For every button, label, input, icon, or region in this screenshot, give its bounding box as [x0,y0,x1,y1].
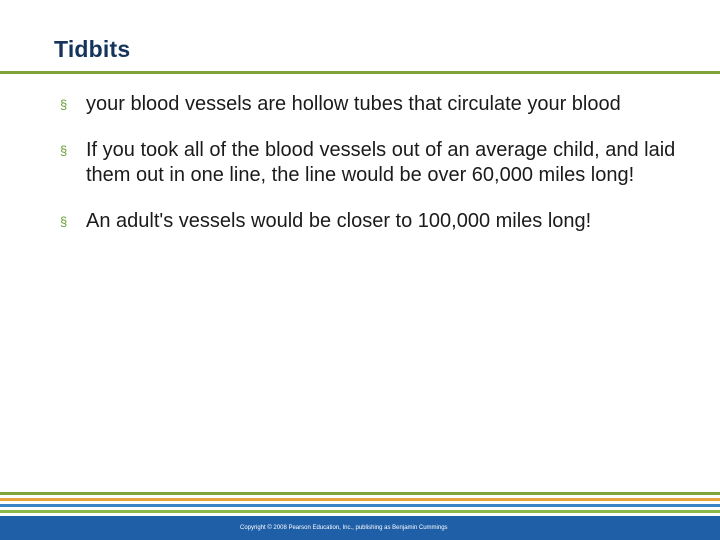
bullet-marker-icon: § [60,214,68,229]
title-divider [0,71,720,74]
bullet-item [60,138,680,188]
footer-stripes [0,492,720,513]
bullet-marker-icon: § [60,97,68,112]
bullet-text: your blood vessels are hollow tubes that circulate your blood [86,93,621,115]
bullet-text: An adult's vessels would be closer to 100,000 miles long! [86,210,592,232]
bullet-list [60,92,680,255]
footer-copyright: Copyright © 2008 Pearson Education, Inc., publishing as Benjamin Cummings [240,525,448,531]
bullet-item [60,209,680,234]
bullet-item [60,92,680,117]
slide-title: Tidbits [54,36,131,62]
bullet-marker-icon: § [60,143,68,158]
bullet-text: If you took all of the blood vessels out of an average child, and laid them out in one line, the line would be over 60,000 miles long! [86,139,676,186]
footer-stripe-lightgreen [0,510,720,513]
